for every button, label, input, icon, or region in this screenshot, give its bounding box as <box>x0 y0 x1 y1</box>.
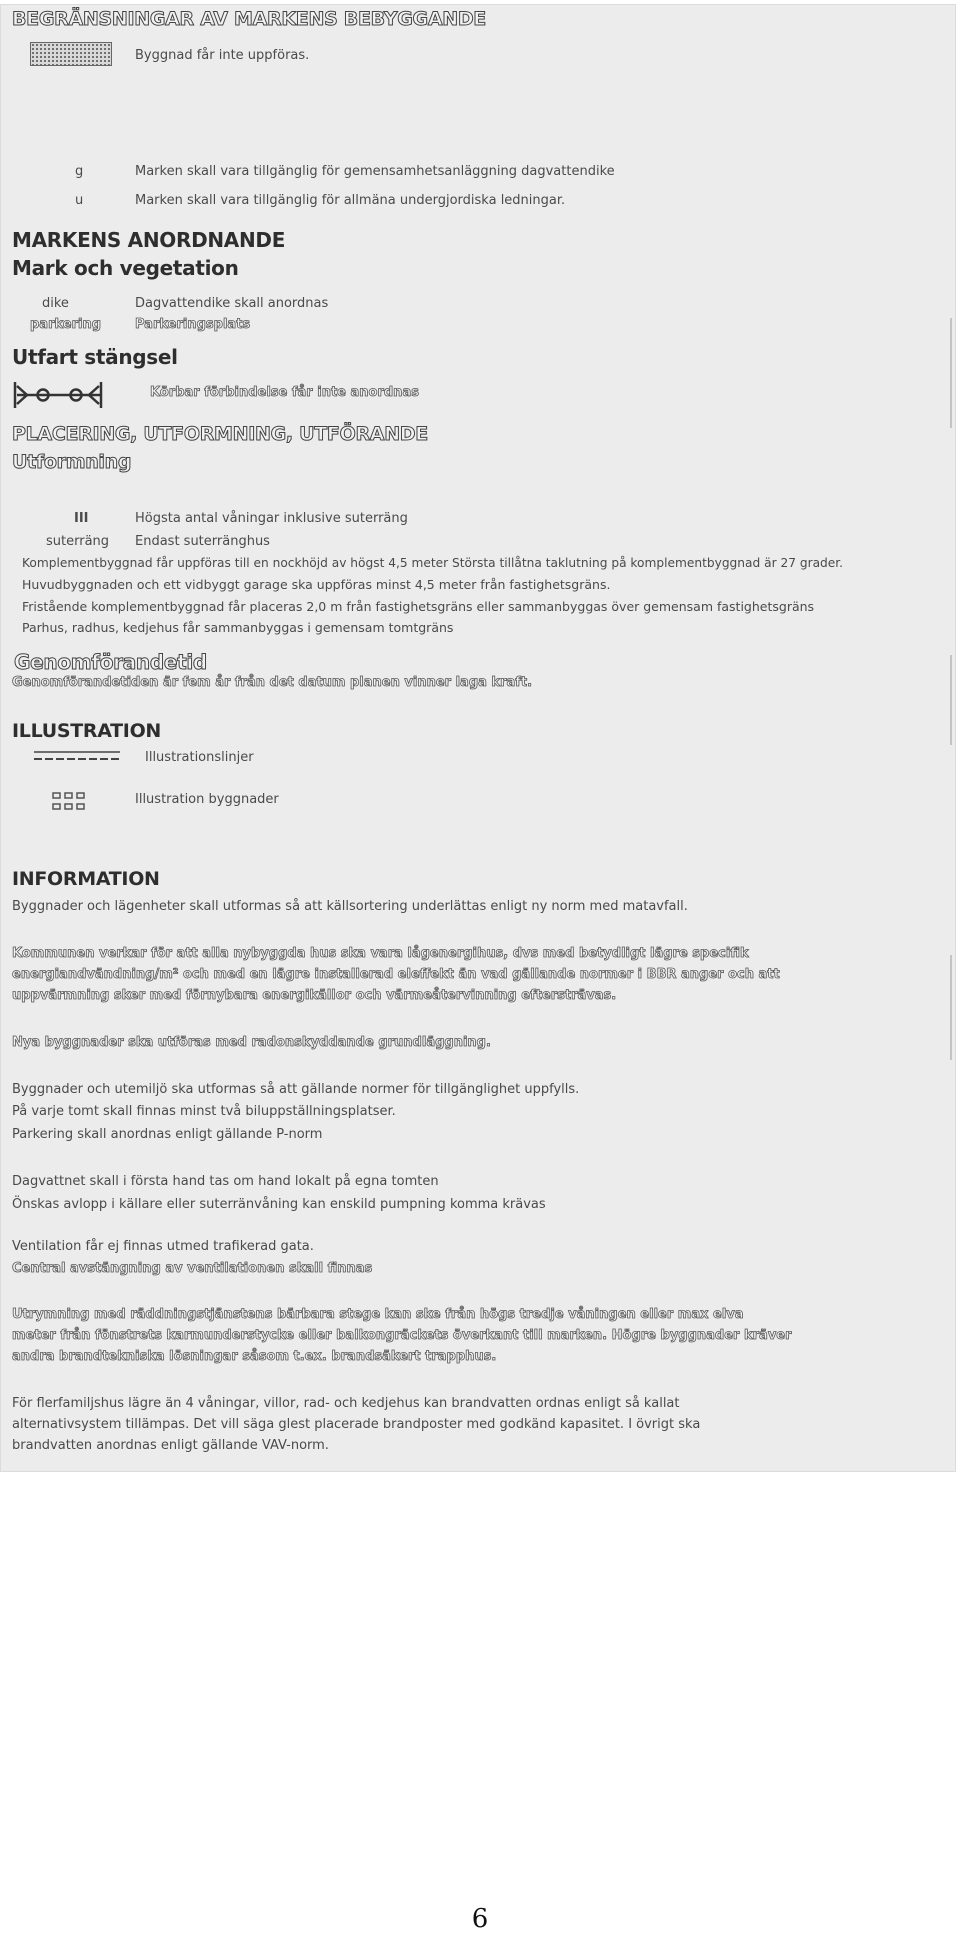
heading-information: INFORMATION <box>12 868 160 890</box>
text-illustration-buildings: Illustration byggnader <box>135 792 279 807</box>
heading-illustration: ILLUSTRATION <box>12 720 162 742</box>
info-firewater-line: brandvatten anordnas enligt gällande VAV-norm. <box>12 1438 329 1453</box>
info-radon-line: Nya byggnader ska utföras med radonskyddande grundläggning. <box>12 1035 491 1050</box>
heading-placering: PLACERING, UTFORMNING, UTFÖRANDE <box>12 423 428 445</box>
code-iii: III <box>74 511 89 526</box>
text-dike: Dagvattendike skall anordnas <box>135 296 329 311</box>
info-evacuation-line: andra brandtekniska lösningar såsom t.ex. brandsäkert trapphus. <box>12 1349 497 1364</box>
info-paragraph: Byggnader och lägenheter skall utformas så att källsortering underlättas enligt ny norm med matavfall. <box>12 899 688 914</box>
info-evacuation-line: Utrymning med räddningstjänstens bärbara stege kan ske från högs tredje våningen eller max elva <box>12 1307 744 1322</box>
info-evacuation-line: meter från fönstrets karmunderstycke eller balkongräckets överkant till marken. Högre byggnader kräver <box>12 1328 792 1343</box>
page-number: 6 <box>471 1904 489 1934</box>
margin-bar <box>950 955 952 1060</box>
code-parkering: parkering <box>30 317 102 332</box>
info-line: Parkering skall anordnas enligt gällande P-norm <box>12 1127 323 1142</box>
code-u: u <box>75 193 84 208</box>
info-line: Ventilation får ej finnas utmed trafikerad gata. <box>12 1239 314 1254</box>
text-parkering: Parkeringsplats <box>135 317 251 332</box>
text-genomforandetid: Genomförandetiden är fem år från det datum planen vinner laga kraft. <box>12 675 533 690</box>
code-suterrang: suterräng <box>46 534 110 549</box>
code-g: g <box>75 164 84 179</box>
illustration-buildings-symbol <box>50 790 92 812</box>
margin-bar <box>950 318 952 428</box>
info-energy-line: energiandvändning/m² och med en lägre installerad eleffekt än vad gällande normer i BBR anger och att <box>12 967 780 982</box>
text-g: Marken skall vara tillgänglig för gemensamhetsanläggning dagvattendike <box>135 164 615 179</box>
heading-begransningar: BEGRÄNSNINGAR AV MARKENS BEBYGGANDE <box>12 8 486 30</box>
text-utfart: Körbar förbindelse får inte anordnas <box>150 385 419 400</box>
utformning-line: Komplementbyggnad får uppföras till en nockhöjd av högst 4,5 meter Största tillåtna taklutning på komplementbyggnad är 27 grader. <box>22 556 844 570</box>
utformning-line: Huvudbyggnaden och ett vidbyggt garage ska uppföras minst 4,5 meter från fastighetsgräns. <box>22 577 611 592</box>
subheading-mark-vegetation: Mark och vegetation <box>12 256 239 280</box>
text-illustration-lines: Illustrationslinjer <box>145 750 254 765</box>
info-line: Central avstängning av ventilationen skall finnas <box>12 1261 373 1276</box>
utformning-line: Parhus, radhus, kedjehus får sammanbyggas i gemensam tomtgräns <box>22 620 454 635</box>
heading-markens: MARKENS ANORDNANDE <box>12 228 286 252</box>
text-iii: Högsta antal våningar inklusive suterräng <box>135 511 408 526</box>
info-energy-line: Kommunen verkar för att alla nybyggda hus ska vara lågenergihus, dvs med betydligt lägre specifik <box>12 946 749 961</box>
subheading-utfart-stangsel: Utfart stängsel <box>12 345 178 369</box>
text-suterrang: Endast suterränghus <box>135 534 270 549</box>
info-line: Önskas avlopp i källare eller suterränvåning kan enskild pumpning komma krävas <box>12 1197 546 1212</box>
info-firewater-line: För flerfamiljshus lägre än 4 våningar, villor, rad- och kedjehus kan brandvatten ordnas enligt så kallat <box>12 1396 680 1411</box>
info-line: På varje tomt skall finnas minst två biluppställningsplatser. <box>12 1104 396 1119</box>
text-u: Marken skall vara tillgänglig för allmäna undergjordiska ledningar. <box>135 193 566 208</box>
subheading-utformning: Utformning <box>12 451 132 473</box>
code-dike: dike <box>42 296 69 311</box>
illustration-lines-symbol <box>32 749 122 763</box>
info-energy-line: uppvärmning sker med förnybara energikällor och värmeåtervinning eftersträvas. <box>12 988 617 1003</box>
utformning-line: Fristående komplementbyggnad får placeras 2,0 m från fastighetsgräns eller sammanbyggas över gemensam fastighetsgräns <box>22 599 815 614</box>
margin-bar <box>950 655 952 745</box>
no-access-line-icon <box>12 380 104 410</box>
info-line: Byggnader och utemiljö ska utformas så att gällande normer för tillgänglighet uppfylls. <box>12 1082 580 1097</box>
no-build-hatch-symbol <box>30 42 112 66</box>
heading-genomforandetid: Genomförandetid <box>14 650 207 674</box>
no-build-text: Byggnad får inte uppföras. <box>135 48 310 63</box>
info-line: Dagvattnet skall i första hand tas om hand lokalt på egna tomten <box>12 1174 439 1189</box>
info-firewater-line: alternativsystem tillämpas. Det vill säga glest placerade brandposter med godkänd kapasitet. I övrigt ska <box>12 1417 701 1432</box>
